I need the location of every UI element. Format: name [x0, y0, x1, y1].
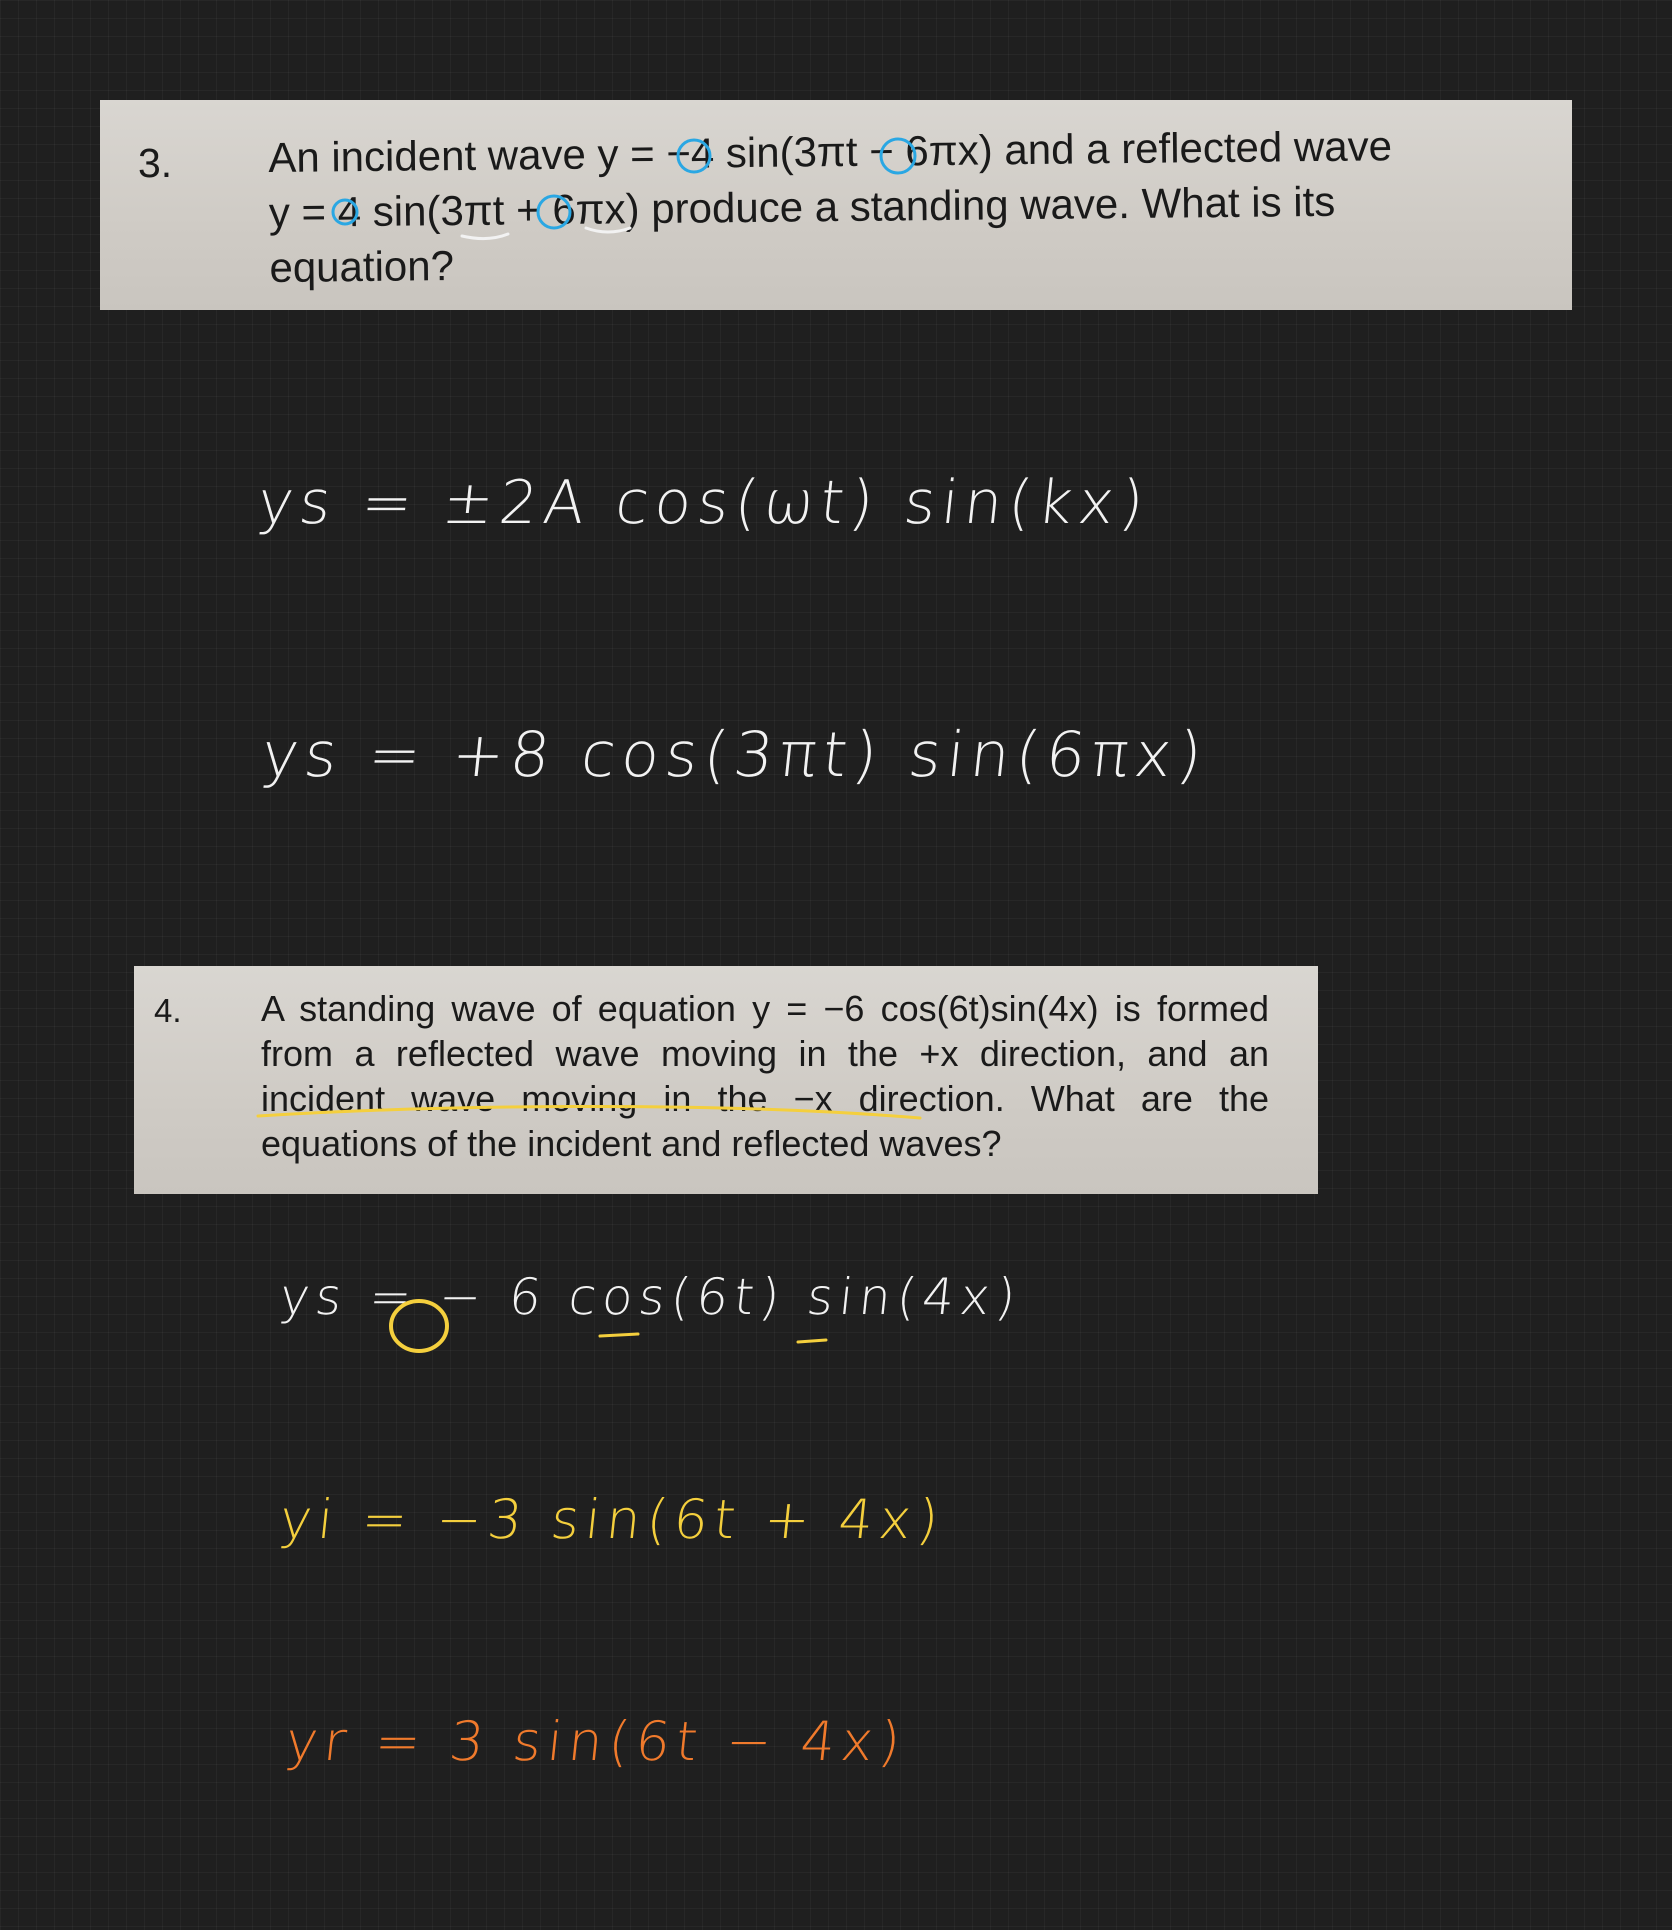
question-3-text: [268, 117, 1510, 295]
question-4-line-3: incident wave moving in the −x direction. What are the: [261, 1078, 1269, 1119]
handwritten-standing-wave-general-formula: ys = ±2A cos(ωt) sin(kx): [254, 468, 1154, 538]
handwritten-incident-wave-answer: yi = −3 sin(6t + 4x): [276, 1488, 948, 1551]
question-3-line-3: equation?: [269, 242, 455, 291]
question-3-card: [100, 100, 1572, 310]
question-4-line-1: A standing wave of equation y = −6 cos(6t)sin(4x) is formed: [261, 988, 1269, 1029]
question-4-line-2: from a reflected wave moving in the +x direction, and an: [261, 1033, 1269, 1074]
question-3-line-2: y = 4 sin(3πt + 6πx) produce a standing wave. What is its: [268, 177, 1336, 236]
question-4-card: [134, 966, 1318, 1194]
question-3-line-1: An incident wave y = −4 sin(3πt − 6πx) and a reflected wave: [268, 122, 1393, 181]
handwritten-standing-wave-answer: ys = +8 cos(3πt) sin(6πx): [258, 718, 1212, 791]
question-4-number: 4.: [154, 992, 182, 1029]
handwritten-reflected-wave-answer: yr = 3 sin(6t − 4x): [282, 1710, 910, 1773]
question-3-number: 3.: [138, 140, 173, 186]
yellow-underline-4x: [798, 1340, 826, 1342]
handwritten-given-standing-wave: ys = − 6 cos(6t) sin(4x): [276, 1268, 1025, 1326]
yellow-underline-6t: [600, 1334, 638, 1336]
question-4-line-4: equations of the incident and reflected waves?: [261, 1123, 1002, 1164]
question-4-text: [261, 986, 1269, 1166]
